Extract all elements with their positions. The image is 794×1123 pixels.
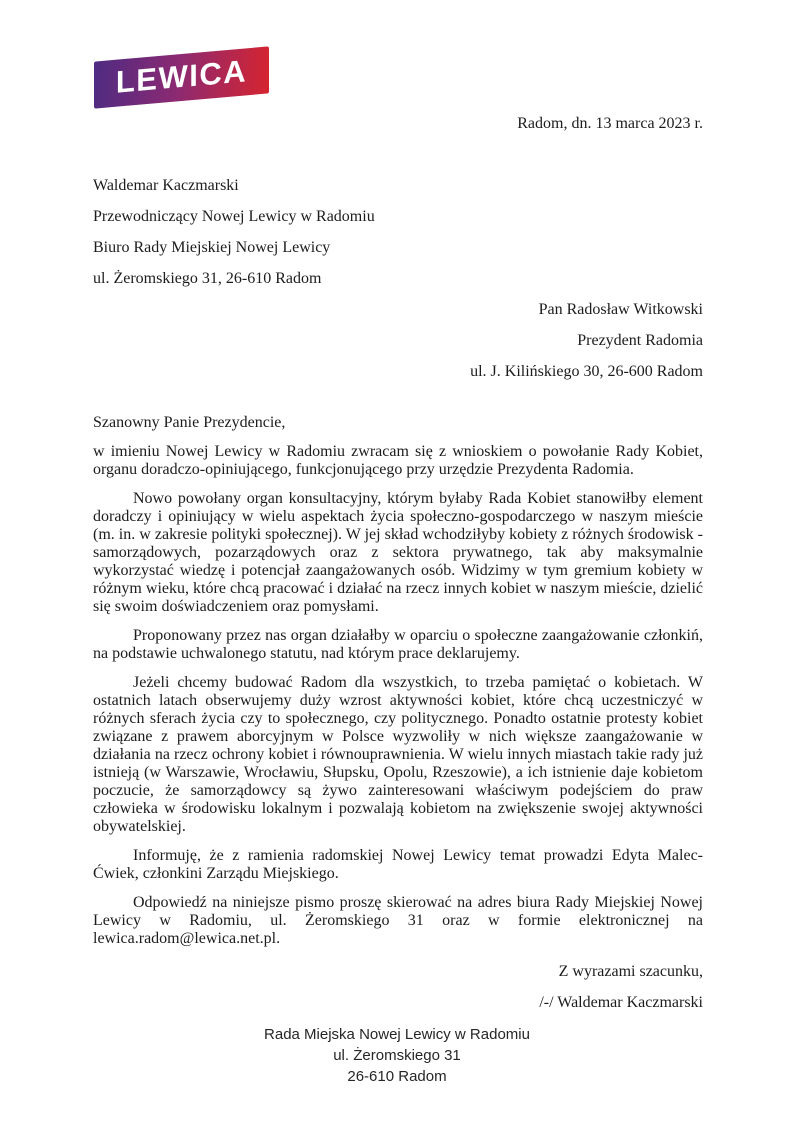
lewica-logo xyxy=(94,46,269,108)
date-line: Radom, dn. 13 marca 2023 r. xyxy=(517,115,703,132)
letter-footer xyxy=(0,1024,794,1087)
lewica-logo-text: LEWICA xyxy=(115,53,248,100)
closing-signature: /-/ Waldemar Kaczmarski xyxy=(539,994,703,1011)
closing-salutation: Z wyrazami szacunku, xyxy=(558,963,703,980)
footer-organization: Rada Miejska Nowej Lewicy w Radomiu xyxy=(264,1026,530,1043)
footer-street: ul. Żeromskiego 31 xyxy=(333,1047,461,1064)
recipient-title: Prezydent Radomia xyxy=(577,332,703,349)
paragraph-contact-person: Informuję, że z ramienia radomskiej Nowej Lewicy temat prowadzi Edyta Malec-Ćwiek, członkini Zarządu Miejskiego. xyxy=(93,847,703,882)
sender-office: Biuro Rady Miejskiej Nowej Lewicy xyxy=(93,239,331,256)
recipient-block xyxy=(93,301,703,381)
closing-block xyxy=(93,963,703,1012)
sender-name: Waldemar Kaczmarski xyxy=(93,177,239,194)
recipient-name: Pan Radosław Witkowski xyxy=(538,301,703,318)
letter-body xyxy=(93,115,703,1025)
paragraph-reply-address: Odpowiedź na niniejsze pismo proszę skierować na adres biura Rady Miejskiej Nowej Lewicy w Radomiu, ul. Żeromskiego 31 oraz w formie elektronicznej na lewica.radom@lewica.net.pl. xyxy=(93,894,703,947)
footer-city: 26-610 Radom xyxy=(347,1068,447,1085)
paragraph-intro: w imieniu Nowej Lewicy w Radomiu zwracam się z wnioskiem o powołanie Rady Kobiet, organu doradczo-opiniującego, funkcjonującego przy urzędzie Prezydenta Radomia. xyxy=(93,443,703,478)
sender-title: Przewodniczący Nowej Lewicy w Radomiu xyxy=(93,208,375,225)
paragraph-justification: Jeżeli chcemy budować Radom dla wszystkich, to trzeba pamiętać o kobietach. W ostatnich latach obserwujemy duży wzrost aktywności kobiet, które chcą uczestniczyć w różnych sferach życia czy to społecznego, czy politycznego. Ponadto ostatnie protesty kobiet związane z prawem aborcyjnym w Polsce wyzwoliły w nich większe zaangażowanie w działania na rzecz ochrony kobiet i równouprawnienia. W wielu innych miastach takie rady już istnieją (w Warszawie, Wrocławiu, Słupsku, Opolu, Rzeszowie), a ich istnienie daje kobietom poczucie, że samorządowcy są żywo zainteresowani właściwym podejściem do praw człowieka w środowisku lokalnym i pozwalają kobietom na zwiększenie swojej aktywności obywatelskiej. xyxy=(93,674,703,835)
paragraph-statute: Proponowany przez nas organ działałby w oparciu o społeczne zaangażowanie członkiń, na podstawie uchwalonego statutu, nad którym prace deklarujemy. xyxy=(93,627,703,662)
salutation: Szanowny Panie Prezydencie, xyxy=(93,414,286,431)
recipient-address: ul. J. Kilińskiego 30, 26-600 Radom xyxy=(470,363,703,380)
paragraph-organ-description: Nowo powołany organ konsultacyjny, którym byłaby Rada Kobiet stanowiłby element doradczy i opiniujący w wielu aspektach życia społeczno-gospodarczego w naszym mieście (m. in. w zakresie polityki społecznej). W jej skład wchodziłyby kobiety z różnych środowisk - samorządowych, pozarządowych oraz z sektora prywatnego, tak aby maksymalnie wykorzystać wiedzę i potencjał zaangażowanych osób. Widzimy w tym gremium kobiety w różnym wieku, które chcą pracować i działać na rzecz innych kobiet w naszym mieście, dzielić się swoim doświadczeniem oraz pomysłami. xyxy=(93,490,703,615)
sender-address: ul. Żeromskiego 31, 26-610 Radom xyxy=(93,270,322,287)
sender-block xyxy=(93,177,703,288)
